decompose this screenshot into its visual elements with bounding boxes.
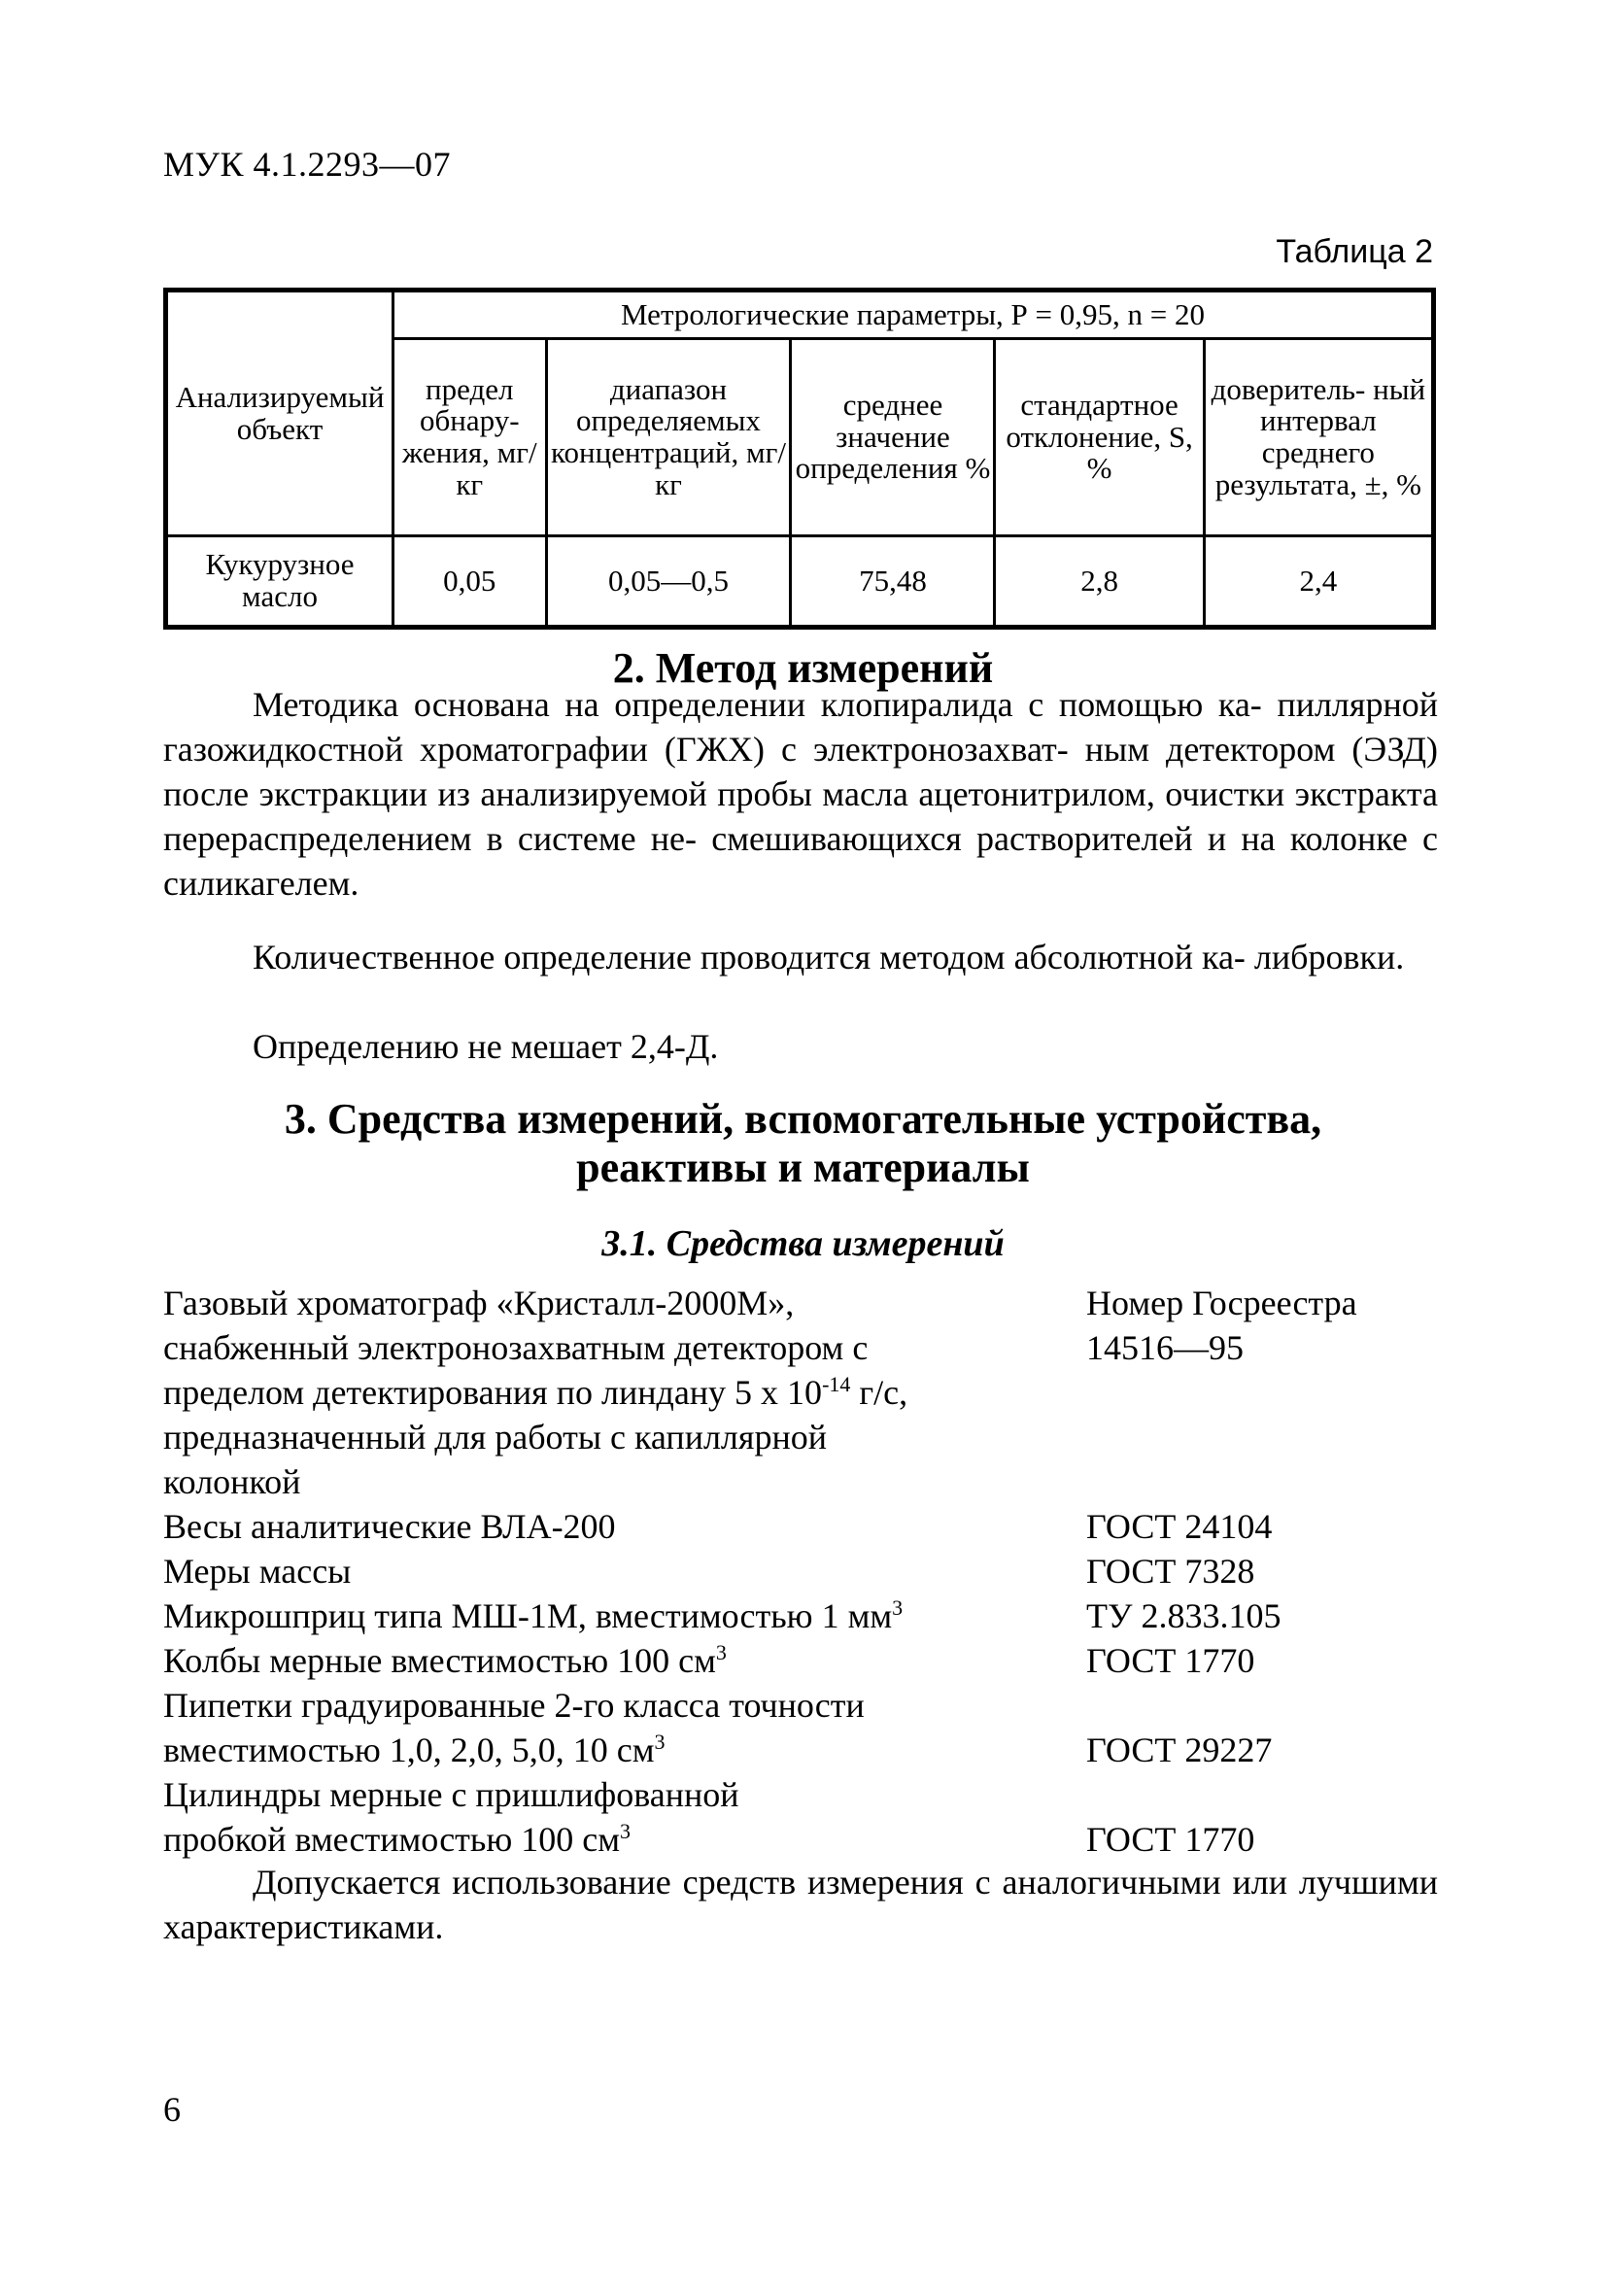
table-label: Таблица 2 — [1276, 233, 1433, 270]
header-mean-value: среднее значение определения % — [791, 339, 995, 536]
metrology-table — [163, 288, 1436, 630]
instrument-reference: ГОСТ 1770 — [1086, 1820, 1255, 1859]
cell-object: Кукурузное масло — [166, 536, 393, 628]
instrument-reference: ГОСТ 29227 — [1086, 1731, 1273, 1769]
header-confidence-interval: доверитель- ный интервал среднего результата, ±, % — [1204, 339, 1433, 536]
instrument-reference: ГОСТ 24104 — [1086, 1507, 1273, 1546]
equivalents-note: Допускается использование средств измерения с аналогичными или лучшими характеристиками. — [163, 1863, 1438, 1946]
header-standard-deviation: стандартное отклонение, S, % — [995, 339, 1204, 536]
section-3-title-line1: 3. Средства измерений, вспомогательные устройства, — [284, 1095, 1322, 1143]
instrument-name: Цилиндры мерные с пришлифованной пробкой вместимостью 100 $см^3$ — [163, 1775, 739, 1859]
instrument-name: Пипетки градуированные 2-го класса точности вместимостью 1,0, 2,0, 5,0, 10 $см^3$ — [163, 1686, 865, 1769]
instrument-reference: ГОСТ 7328 — [1086, 1552, 1255, 1591]
instrument-name: Колбы мерные вместимостью 100 $см^3$ — [163, 1640, 727, 1680]
header-concentration-range: диапазон определяемых концентраций, мг/кг — [546, 339, 791, 536]
page-number: 6 — [163, 2090, 181, 2129]
section-3-title-line2: реактивы и материалы — [576, 1144, 1030, 1191]
cell-standard-deviation: 2,8 — [995, 536, 1204, 628]
header-detection-limit: предел обнару- жения, мг/кг — [393, 339, 546, 536]
document-code: МУК 4.1.2293—07 — [163, 145, 452, 184]
instrument-reference: ТУ 2.833.105 — [1086, 1596, 1281, 1635]
interference-paragraph: Определению не мешает 2,4-Д. — [253, 1027, 719, 1066]
cell-confidence-interval: 2,4 — [1204, 536, 1433, 628]
instrument-reference: ГОСТ 1770 — [1086, 1641, 1255, 1680]
subsection-3-1-title: 3.1. Средства измерений — [601, 1223, 1005, 1264]
header-object: Анализируемый объект — [166, 291, 393, 536]
cell-mean-value: 75,48 — [791, 536, 995, 628]
instrument-name: Весы аналитические ВЛА-200 — [163, 1507, 616, 1546]
instrument-name: Микрошприц типа МШ-1М, вместимостью 1 $мм^3$ — [163, 1595, 904, 1635]
header-metrology-group: Метрологические параметры, Р = 0,95, n = 20 — [393, 291, 1434, 339]
cell-detection-limit: 0,05 — [393, 536, 546, 628]
section-2-title: 2. Метод измерений — [612, 644, 994, 692]
method-paragraph: Методика основана на определении клопиралида с помощью ка- пиллярной газожидкостной хроматографии (ГЖХ) с электронозахват- ным детектором (ЭЗД) после экстракции из анализируемой пробы масла ацетонитрилом, очистки экстракта перераспределением в системе не- смешивающихся растворителей и на колонке с силикагелем. — [163, 685, 1438, 903]
instrument-reference: Номер Госреестра 14516—95 — [1086, 1284, 1357, 1367]
instrument-name: Меры массы — [163, 1552, 352, 1591]
cell-concentration-range: 0,05—0,5 — [546, 536, 791, 628]
instrument-name: Газовый хроматограф «Кристалл-2000М», снабженный электронозахватным детектором с пределом детектирования по линдану 5 х $10^{-14}$ г/с, предназначенный для работы с капиллярной колонкой — [163, 1284, 908, 1501]
calibration-paragraph: Количественное определение проводится методом абсолютной ка- либровки. — [253, 938, 1405, 977]
table-row — [166, 536, 1434, 628]
